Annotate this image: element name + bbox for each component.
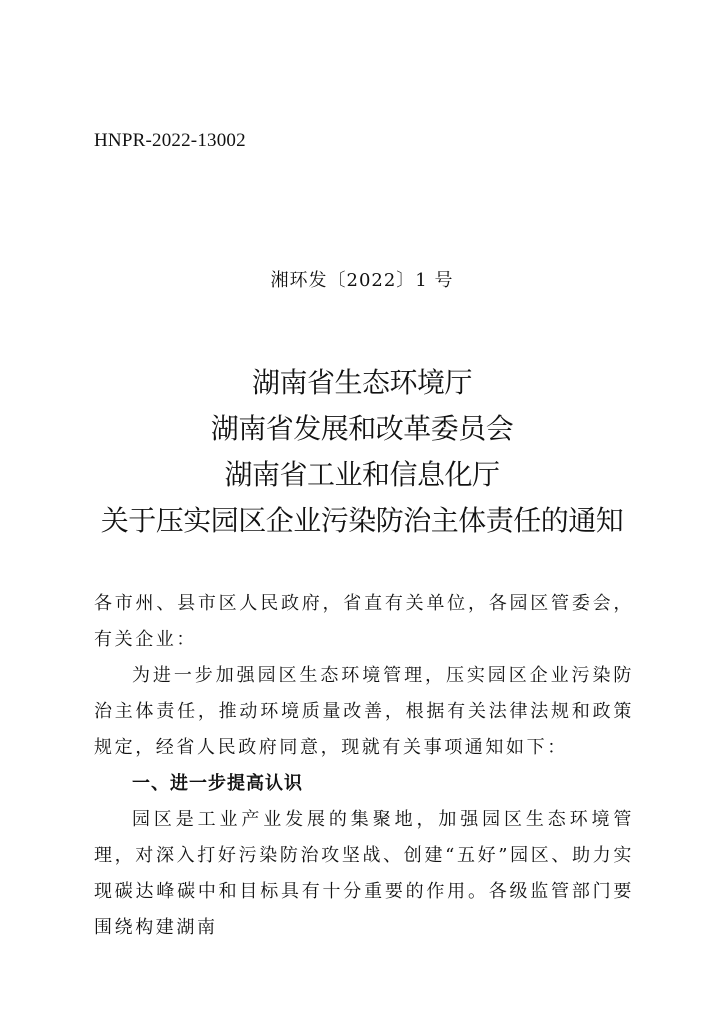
title-line-issuer-2: 湖南省发展和改革委员会 <box>210 412 514 445</box>
document-number: 湘环发〔2022〕1 号 <box>270 270 454 291</box>
document-body <box>94 586 634 946</box>
title-line-issuer-1: 湖南省生态环境厅 <box>251 366 472 399</box>
section-paragraph: 园区是工业产业发展的集聚地，加强园区生态环境管理，对深入打好污染防治攻坚战、创建“五好”园区、助力实现碳达峰碳中和目标具有十分重要的作用。各级监管部门要围绕构建湖南 <box>94 809 634 938</box>
title-line-issuer-3: 湖南省工业和信息化厅 <box>224 458 500 491</box>
document-code: HNPR-2022-13002 <box>94 130 246 151</box>
document-title <box>0 360 724 544</box>
section-heading: 一、进一步提高认识 <box>132 773 303 794</box>
intro-paragraph: 为进一步加强园区生态环境管理，压实园区企业污染防治主体责任，推动环境质量改善，根据有关法律法规和政策规定，经省人民政府同意，现就有关事项通知如下： <box>94 665 634 758</box>
title-line-subject: 关于压实园区企业污染防治主体责任的通知 <box>100 504 624 537</box>
salutation: 各市州、县市区人民政府，省直有关单位，各园区管委会，有关企业： <box>94 593 634 650</box>
